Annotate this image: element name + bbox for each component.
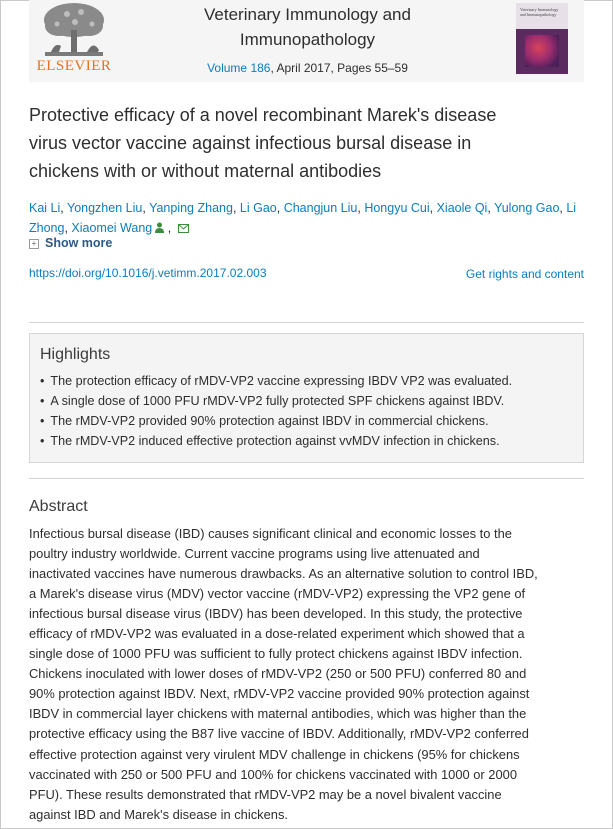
show-more-button[interactable]	[29, 236, 112, 250]
abstract-line: IBDV in commercial layer chickens with maternal antibodies, which was higher than the	[29, 706, 527, 722]
cover-title: Veterinary Immunology and Immunopathology	[520, 7, 559, 17]
journal-cover-thumbnail[interactable]	[516, 3, 568, 74]
doi-link[interactable]: https://doi.org/10.1016/j.vetimm.2017.02.003	[29, 266, 267, 280]
abstract-body	[29, 524, 589, 825]
author-list: Kai Li, Yongzhen Liu, Yanping Zhang, Li Gao, Changjun Liu, Hongyu Cui, Xiaole Qi, Yulong Gao, Li Zhong, Xiaomei Wang ,	[29, 198, 584, 239]
title-line: Protective efficacy of a novel recombinant Marek's disease	[29, 105, 497, 125]
elsevier-tree-icon	[29, 0, 119, 60]
abstract-line: 90% protection against IBDV. Next, rMDV-VP2 vaccine provided 90% protection against	[29, 686, 530, 702]
author-link[interactable]: Changjun Liu	[283, 201, 358, 215]
journal-title-line2: Immunopathology	[239, 30, 376, 49]
author-link[interactable]: Yongzhen Liu	[67, 201, 143, 215]
author-link[interactable]: Li Gao	[239, 201, 277, 215]
person-icon[interactable]	[155, 219, 164, 239]
journal-title-line1: Veterinary Immunology and	[204, 5, 411, 24]
show-more-label: Show more	[45, 236, 113, 250]
abstract-line: a Marek's disease virus (MDV) vector vaccine (rMDV-VP2) expressing the VP2 gene of	[29, 586, 526, 602]
highlight-item: • The rMDV-VP2 provided 90% protection against IBDV in commercial chickens.	[40, 411, 512, 431]
author-link[interactable]: Xiaole Qi	[436, 201, 488, 215]
abstract-line: Chickens inoculated with lower doses of rMDV-VP2 (250 or 500 PFU) conferred 80 and	[29, 666, 527, 682]
author-link[interactable]: Kai Li	[29, 201, 61, 215]
abstract-line: against IBD and Marek's disease in chickens.	[29, 806, 288, 822]
title-line: chickens with or without maternal antibodies	[29, 161, 382, 181]
journal-title[interactable]	[124, 2, 491, 52]
elsevier-logo[interactable]	[29, 0, 119, 82]
issue-info	[124, 61, 491, 75]
cover-art	[525, 35, 559, 67]
divider	[29, 478, 584, 479]
rights-link[interactable]: Get rights and content	[465, 267, 584, 281]
title-line: virus vector vaccine against infectious bursal disease in	[29, 133, 472, 153]
article-title	[29, 101, 584, 185]
issue-details: , April 2017, Pages 55–59	[270, 61, 408, 75]
author-link[interactable]: Yulong Gao	[494, 201, 560, 215]
highlight-item: • The rMDV-VP2 induced effective protection against vvMDV infection in chickens.	[40, 431, 512, 451]
abstract-line: inactivated vaccines have numerous drawbacks. As an alternative solution to control IBD,	[29, 566, 538, 582]
abstract-line: vaccinated with 250 or 500 PFU and 100% for chickens vaccinated with 1000 or 2000	[29, 766, 517, 782]
author-link[interactable]: Xiaomei Wang	[71, 221, 153, 235]
abstract-line: poultry industry worldwide. Current vaccine programs using live attenuated and	[29, 546, 480, 562]
author-link[interactable]: Yanping Zhang	[149, 201, 233, 215]
highlight-item: • The protection efficacy of rMDV-VP2 vaccine expressing IBDV VP2 was evaluated.	[40, 371, 512, 391]
abstract-line: Infectious bursal disease (IBD) causes significant clinical and economic losses to the	[29, 526, 512, 541]
plus-icon: +	[29, 239, 39, 249]
abstract-line: infectious bursal disease virus (IBDV) has been developed. In this study, the protective	[29, 606, 523, 622]
highlight-item: • A single dose of 1000 PFU rMDV-VP2 fully protected SPF chickens against IBDV.	[40, 391, 512, 411]
abstract-line: efficacy of rMDV-VP2 was evaluated in a dose-related experiment which showed that a	[29, 626, 525, 642]
abstract-line: PFU). These results demonstrated that rMDV-VP2 may be a novel bivalent vaccine	[29, 786, 502, 802]
highlights-list	[40, 371, 512, 451]
journal-header	[29, 0, 584, 82]
abstract-heading: Abstract	[29, 498, 88, 515]
volume-link[interactable]: Volume 186	[207, 61, 271, 75]
abstract-line: effective protection against very virulent MDV challenge in chickens (95% for chickens	[29, 746, 520, 762]
highlights-heading: Highlights	[40, 346, 111, 363]
publisher-name: ELSEVIER	[36, 58, 112, 74]
divider	[29, 322, 584, 323]
abstract-line: protective efficacy using the B87 live vaccine of IBDV. Additionally, rMDV-VP2 conferred	[29, 726, 529, 742]
highlights-panel	[29, 333, 584, 463]
email-icon[interactable]	[178, 219, 189, 239]
author-link[interactable]: Hongyu Cui	[364, 201, 430, 215]
abstract-line: single dose of 1000 PFU was sufficient to fully protect chickens against IBDV infection.	[29, 646, 523, 662]
author-link[interactable]: Li Zhong	[29, 201, 577, 235]
